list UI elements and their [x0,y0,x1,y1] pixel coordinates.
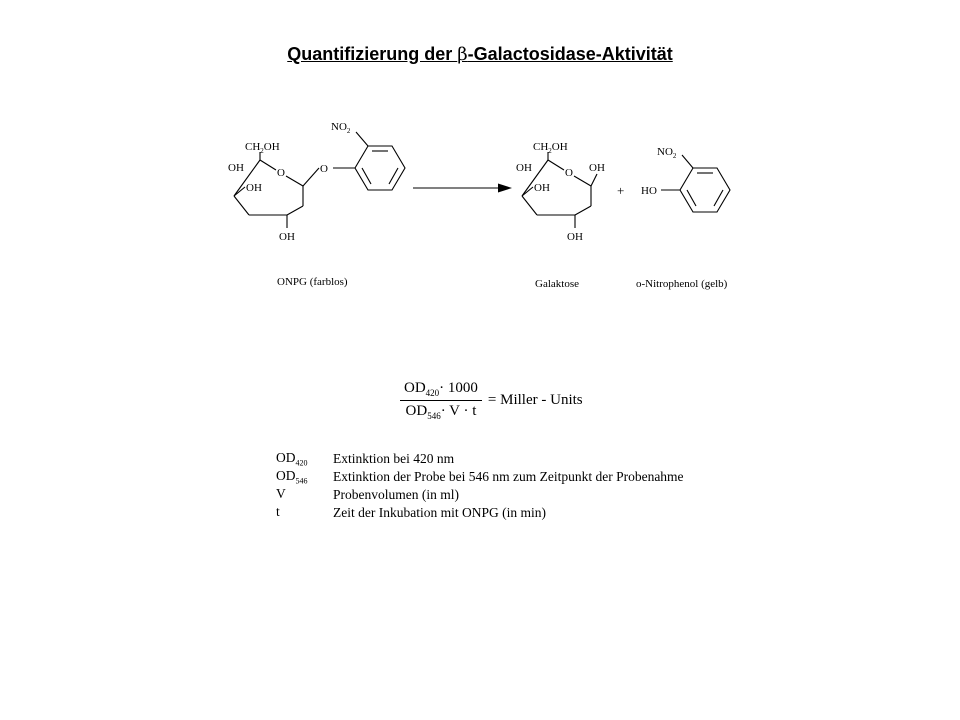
onpg-ch2oh-label: $CH_2OH$ [245,141,280,155]
onpg-caption: ONPG (farblos) [277,276,348,288]
onpg-no2-label: $NO_2$ [331,121,351,135]
legend-row-t [276,504,684,522]
title-beta: β [457,44,468,65]
plus-sign: + [617,183,625,198]
legend-row-v [276,486,684,504]
variable-legend [276,450,684,522]
legend-description: Zeit der Inkubation mit ONPG (in min) [333,505,546,520]
legend-description: Probenvolumen (in ml) [333,487,459,502]
nitrophenol-caption: o-Nitrophenol (gelb) [636,278,728,290]
galactose-ring-o-label: O [565,167,573,179]
onpg-oh-bottom-label: OH [279,231,295,243]
galactose-caption: Galaktose [535,278,579,290]
formula-result: = Miller - Units [487,391,583,408]
arrow-head-icon [498,184,512,193]
legend-description: Extinktion bei 420 nm [333,451,455,466]
legend-row-od546 [276,468,684,486]
onpg-link-o-label: O [320,163,328,175]
formula-denominator: $OD_{546}\cdot V \cdot t$ [405,402,477,421]
onpg-oh-left-label: OH [228,162,244,174]
galactose-ch2oh-label: $CH_2OH$ [533,141,568,155]
formula-numerator: $OD_{420}\cdot 1000$ [400,380,482,401]
nitrophenol-benzene-ring [661,155,730,212]
formula-fraction [400,380,482,421]
title-prefix: Quantifizierung der [287,44,458,64]
galactose-oh-right-label: OH [589,162,605,174]
onpg-benzene-ring [355,132,405,190]
legend-symbol: $OD_{546}$ [276,468,308,486]
title-suffix: -Galactosidase-Aktivität [467,44,673,64]
nitrophenol-ho-label: HO [641,185,657,197]
legend-symbol: t [276,504,280,520]
onpg-oh-mid-label: OH [246,182,262,194]
legend-description: Extinktion der Probe bei 546 nm zum Zeitpunkt der Probenahme [333,469,684,484]
legend-symbol: V [276,486,286,502]
reaction-scheme [0,0,960,300]
legend-row-od420 [276,450,684,468]
miller-units-formula [400,374,583,426]
galactose-oh-mid-label: OH [534,182,550,194]
galactose-oh-bottom-label: OH [567,231,583,243]
legend-symbol: $OD_{420}$ [276,450,308,468]
galactose-oh-left-label: OH [516,162,532,174]
nitrophenol-no2-label: $NO_2$ [657,146,677,160]
onpg-ring-o-label: O [277,167,285,179]
